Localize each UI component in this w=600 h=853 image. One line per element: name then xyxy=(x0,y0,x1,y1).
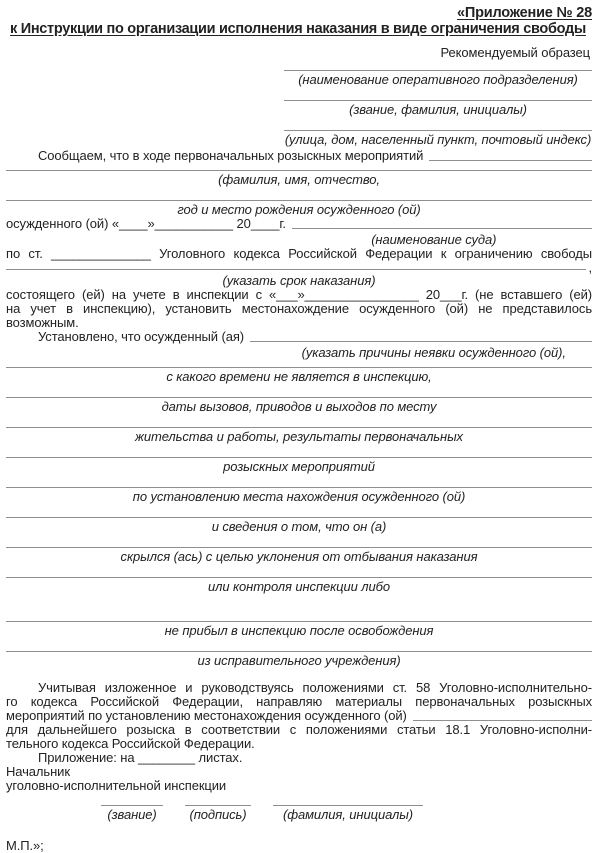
caption-operational-unit: (наименование оперативного подразделения) xyxy=(298,72,578,87)
write-in-line xyxy=(6,200,592,201)
caption-rank-name: (звание, фамилия, инициалы) xyxy=(349,102,527,117)
appendix-number-heading: «Приложение № 28 xyxy=(457,5,592,21)
caption-court: (наименование суда) xyxy=(371,232,497,247)
write-in-line xyxy=(292,228,592,229)
attachment-line: Приложение: на ________ листах. xyxy=(38,750,243,765)
established-line xyxy=(6,330,592,344)
caption-birth: год и место рождения осужденного (ой) xyxy=(177,202,421,217)
line-caption: розыскных мероприятий xyxy=(223,459,375,474)
line-caption: по установлению места нахождения осужденного (ой) xyxy=(132,489,466,504)
closing-para-line xyxy=(6,709,592,723)
write-in-line xyxy=(284,100,592,101)
write-in-line xyxy=(185,805,251,806)
caption-surname-initials: (фамилия, инициалы) xyxy=(283,807,413,822)
convicted-date-text: осужденного (ой) «____»___________ 20____г. xyxy=(6,216,286,231)
write-in-line xyxy=(6,170,592,171)
registered-para-line: состоящего (ей) на учете в инспекции с «___»________________ 20___г. (не вставшего (ей) xyxy=(6,287,592,302)
line-caption: жительства и работы, результаты первоначальных xyxy=(135,429,463,444)
write-in-line xyxy=(6,397,592,398)
write-in-line xyxy=(284,70,592,71)
line-caption: скрылся (ась) с целью уклонения от отбывания наказания xyxy=(120,549,478,564)
line-caption: с какого времени не является в инспекцию, xyxy=(166,369,432,384)
caption-address: (улица, дом, населенный пункт, почтовый индекс) xyxy=(284,132,592,147)
line-caption: не прибыл в инспекцию после освобождения xyxy=(164,623,434,638)
closing-para-line: Учитывая изложенное и руководствуясь положениями ст. 58 Уголовно-исполнительно- xyxy=(38,680,592,695)
write-in-line xyxy=(284,130,592,131)
write-in-line xyxy=(250,341,592,342)
caption-term: (указать срок наказания) xyxy=(222,273,376,288)
signature-row xyxy=(101,805,592,822)
instruction-heading: к Инструкции по организации исполнения наказания в виде ограничения свободы xyxy=(10,21,586,37)
write-in-line xyxy=(6,427,592,428)
recommended-sample-note: Рекомендуемый образец xyxy=(440,45,590,60)
write-in-line xyxy=(6,487,592,488)
field-rank-name xyxy=(284,100,592,117)
stamp-place-mark: М.П.»; xyxy=(6,838,44,853)
signer-title-line: Начальник xyxy=(6,764,70,779)
caption-absence-reasons: (указать причины неявки осужденного (ой), xyxy=(301,345,566,360)
signature-field-surname xyxy=(273,805,423,822)
line-caption: или контроля инспекции либо xyxy=(208,579,390,594)
write-in-line xyxy=(101,805,163,806)
write-in-line xyxy=(6,457,592,458)
closing-para-line: тельного кодекса Российской Федерации. xyxy=(6,736,255,751)
closing-para-line: для дальнейшего розыска в соответствии с положениями статьи 18.1 Уголовно-исполни- xyxy=(6,722,592,737)
intro-line xyxy=(6,149,592,163)
closing-para-text: мероприятий по установлению местонахождения осужденного (ой) xyxy=(6,708,407,723)
line-caption: из исправительного учреждения) xyxy=(197,653,401,668)
caption-rank: (звание) xyxy=(107,807,157,822)
write-in-line xyxy=(273,805,423,806)
term-line-comma: , xyxy=(588,260,592,275)
registered-para-line: на учет в инспекцию), установить местонахождение осужденного (ой) не представилось xyxy=(6,301,592,316)
write-in-line xyxy=(6,547,592,548)
write-in-line xyxy=(6,517,592,518)
write-in-line xyxy=(429,160,592,161)
closing-para-line: го кодекса Российской Федерации, направляю материалы первоначальных розыскных xyxy=(6,694,592,709)
write-in-line xyxy=(6,367,592,368)
signer-title-line: уголовно-исполнительной инспекции xyxy=(6,778,227,793)
signature-field-signature xyxy=(185,805,251,822)
write-in-line xyxy=(6,269,586,270)
line-caption: и сведения о том, что он (а) xyxy=(211,519,387,534)
field-operational-unit xyxy=(284,70,592,87)
line-caption: даты вызовов, приводов и выходов по месту xyxy=(161,399,437,414)
signature-field-rank xyxy=(101,805,163,822)
write-in-line xyxy=(6,621,592,622)
term-line xyxy=(6,260,592,275)
caption-signature: (подпись) xyxy=(189,807,247,822)
write-in-line xyxy=(6,651,592,652)
established-text: Установлено, что осужденный (ая) xyxy=(38,329,245,344)
write-in-line xyxy=(413,720,592,721)
write-in-line xyxy=(6,577,592,578)
caption-full-name: (фамилия, имя, отчество, xyxy=(218,172,380,187)
registered-para-line: возможным. xyxy=(6,315,79,330)
article-line: по ст. ______________ Уголовного кодекса Российской Федерации к ограничению свободы xyxy=(6,246,592,261)
field-address xyxy=(284,130,592,147)
convicted-date-line xyxy=(6,217,592,231)
intro-text: Сообщаем, что в ходе первоначальных розыскных мероприятий xyxy=(38,148,424,163)
